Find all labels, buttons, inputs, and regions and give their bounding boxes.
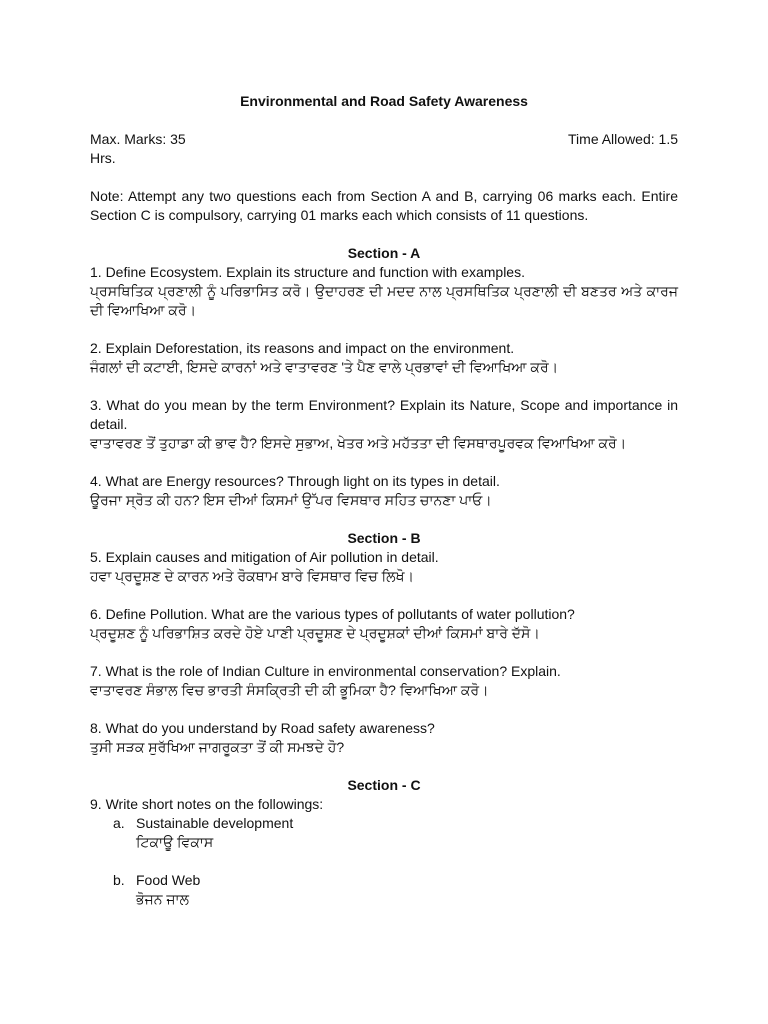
question-1 (90, 263, 678, 320)
exam-content (90, 92, 678, 928)
question-text-pa: ਪ੍ਰਦੂਸ਼ਣ ਨੂੰ ਪਰਿਭਾਸ਼ਿਤ ਕਰਦੇ ਹੋਏ ਪਾਣੀ ਪ੍ਰਦੂਸ਼ਣ ਦੇ ਪ੍ਰਦੂਸ਼ਕਾਂ ਦੀਆਂ ਕਿਸਮਾਂ ਬਾਰੇ ਦੱਸੋ। (90, 625, 540, 641)
question-5 (90, 548, 678, 586)
question-4 (90, 472, 678, 510)
question-text-en: 1. Define Ecosystem. Explain its structure and function with examples. (90, 264, 525, 280)
section-a-heading: Section - A (347, 245, 421, 261)
question-text-pa: ਹਵਾ ਪ੍ਰਦੂਸ਼ਣ ਦੇ ਕਾਰਨ ਅਤੇ ਰੋਕਥਾਮ ਬਾਰੇ ਵਿਸਥਾਰ ਵਿਚ ਲਿਖੋ। (90, 568, 414, 584)
question-text-en: 5. Explain causes and mitigation of Air pollution in detail. (90, 549, 439, 565)
max-marks: Max. Marks: 35 (90, 131, 186, 147)
question-6 (90, 605, 678, 643)
question-text-pa: ਵਾਤਾਵਰਣ ਸੰਭਾਲ ਵਿਚ ਭਾਰਤੀ ਸੰਸਕ੍ਰਿਤੀ ਦੀ ਕੀ ਭੂਮਿਕਾ ਹੈ? ਵਿਆਖਿਆ ਕਰੋ। (90, 682, 489, 698)
question-text-en: 7. What is the role of Indian Culture in environmental conservation? Explain. (90, 663, 561, 679)
sub-question-b (113, 871, 678, 909)
question-8 (90, 719, 678, 757)
question-3 (90, 396, 678, 453)
question-text-pa: ਵਾਤਾਵਰਣ ਤੋਂ ਤੁਹਾਡਾ ਕੀ ਭਾਵ ਹੈ? ਇਸਦੇ ਸੁਭਾਅ, ਖੇਤਰ ਅਤੇ ਮਹੱਤਤਾ ਦੀ ਵਿਸਥਾਰਪੂਰਵਕ ਵਿਆਖਿਆ ਕਰੋ। (90, 435, 627, 451)
section-c-heading: Section - C (347, 777, 421, 793)
sub-question-letter: a. (113, 815, 125, 831)
sub-question-text-en: Sustainable development (136, 815, 294, 831)
question-9: 9. Write short notes on the followings: (90, 796, 324, 812)
sub-question-letter: b. (113, 872, 125, 888)
sub-question-row (113, 871, 678, 890)
question-text-en: 4. What are Energy resources? Through light on its types in detail. (90, 473, 500, 489)
sub-question-a (113, 814, 678, 852)
sub-question-text-en: Food Web (136, 872, 201, 888)
time-allowed: Time Allowed: 1.5 (568, 131, 678, 147)
question-7 (90, 662, 678, 700)
paper-title: Environmental and Road Safety Awareness (240, 93, 528, 109)
marks-row (90, 130, 678, 149)
question-text-pa: ਊਰਜਾ ਸ੍ਰੋਤ ਕੀ ਹਨ? ਇਸ ਦੀਆਂ ਕਿਸਮਾਂ ਉੱਪਰ ਵਿਸਥਾਰ ਸਹਿਤ ਚਾਨਣਾ ਪਾਓ। (90, 492, 492, 508)
sub-question-text-pa: ਟਿਕਾਊ ਵਿਕਾਸ (136, 834, 214, 850)
question-text-en: 2. Explain Deforestation, its reasons and impact on the environment. (90, 340, 515, 356)
question-text-pa: ਤੁਸੀ ਸੜਕ ਸੁਰੱਖਿਆ ਜਾਗਰੂਕਤਾ ਤੋਂ ਕੀ ਸਮਝਦੇ ਹੋ? (90, 739, 345, 755)
question-text-en: 3. What do you mean by the term Environment? Explain its Nature, Scope and importance in detail. (90, 397, 678, 432)
question-text-en: 8. What do you understand by Road safety awareness? (90, 720, 435, 736)
time-unit: Hrs. (90, 150, 116, 166)
sub-question-text-pa: ਭੋਜਨ ਜਾਲ (136, 891, 189, 907)
question-text-pa: ਪ੍ਰਸਥਿਤਿਕ ਪ੍ਰਣਾਲੀ ਨੂੰ ਪਰਿਭਾਸਿਤ ਕਰੋ। ਉਦਾਹਰਣ ਦੀ ਮਦਦ ਨਾਲ ਪ੍ਰਸਥਿਤਿਕ ਪ੍ਰਣਾਲੀ ਦੀ ਬਣਤਰ ਅਤੇ ਕਾਰਜ ਦੀ ਵਿਆਖਿਆ ਕਰੋ। (90, 283, 678, 318)
instructions-note: Note: Attempt any two questions each from Section A and B, carrying 06 marks each. Entire Section C is compulsory, carrying 01 marks each which consists of 11 questions. (90, 188, 678, 223)
question-2 (90, 339, 678, 377)
question-text-en: 6. Define Pollution. What are the various types of pollutants of water pollution? (90, 606, 575, 622)
section-b-heading: Section - B (347, 530, 421, 546)
question-text-pa: ਜੰਗਲਾਂ ਦੀ ਕਟਾਈ, ਇਸਦੇ ਕਾਰਨਾਂ ਅਤੇ ਵਾਤਾਵਰਣ 'ਤੇ ਪੈਣ ਵਾਲੇ ਪ੍ਰਭਾਵਾਂ ਦੀ ਵਿਆਖਿਆ ਕਰੋ। (90, 359, 559, 375)
sub-question-row (113, 814, 678, 833)
